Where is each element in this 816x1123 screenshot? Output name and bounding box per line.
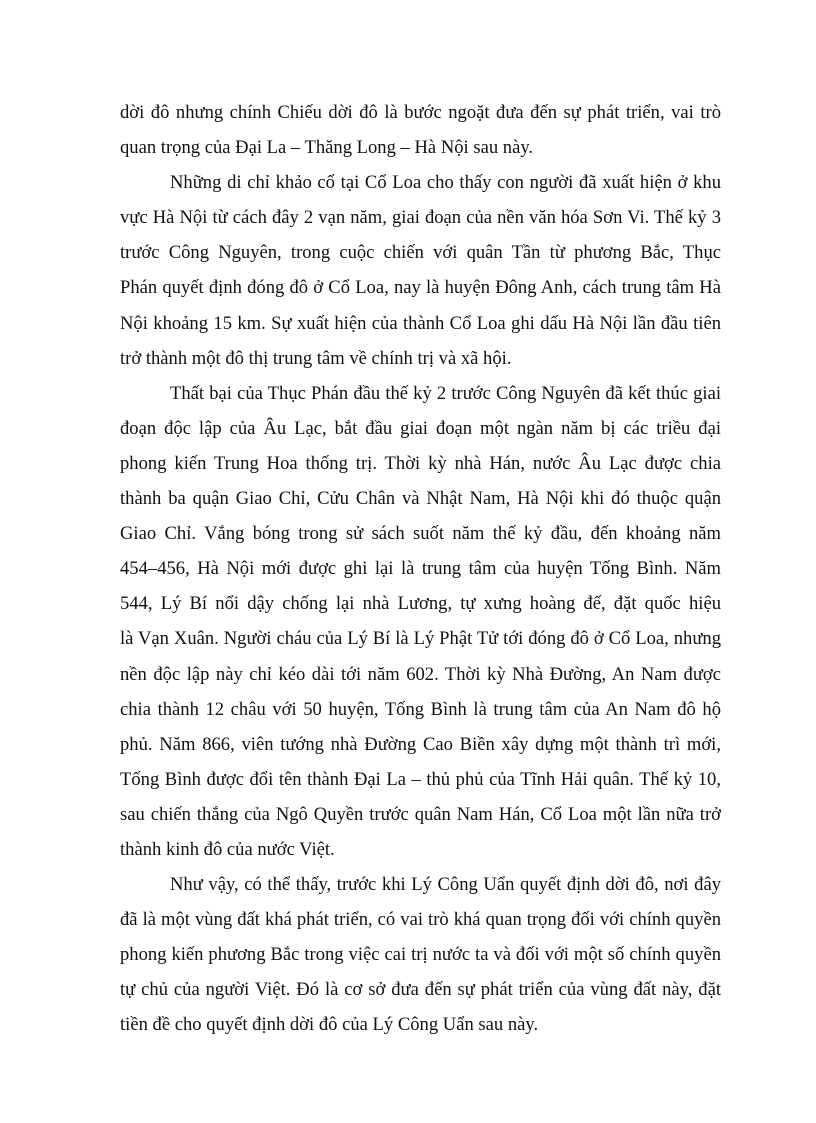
text-line: quan trọng của Đại La – Thăng Long – Hà Nội sau này. [120,137,534,159]
text-line: đã là một vùng đất khá phát triển, có vai trò khá quan trọng đối với chính quyền [120,909,721,931]
text-line: Thất bại của Thục Phán đầu thế kỷ 2 trước Công Nguyên đã kết thúc giai [170,382,721,404]
document-page [120,95,721,1043]
paragraph [120,867,721,1042]
text-line: chia thành 12 châu với 50 huyện, Tống Bình là trung tâm của An Nam đô hộ [120,698,721,720]
text-line: vực Hà Nội từ cách đây 2 vạn năm, giai đoạn của nền văn hóa Sơn Vi. Thế kỷ 3 [120,207,721,229]
text-line: Như vậy, có thể thấy, trước khi Lý Công Uẩn quyết định dời đô, nơi đây [170,874,721,896]
text-line: phong kiến phương Bắc trong việc cai trị nước ta và đối với một số chính quyền [120,944,721,966]
text-line: Nội khoảng 15 km. Sự xuất hiện của thành Cổ Loa ghi dấu Hà Nội lần đầu tiên [120,312,721,334]
text-line: dời đô nhưng chính Chiếu dời đô là bước ngoặt đưa đến sự phát triển, vai trò [120,102,721,123]
paragraph [120,165,721,376]
text-line: sau chiến thắng của Ngô Quyền trước quân Nam Hán, Cổ Loa một lần nữa trở [120,803,721,825]
text-line: Giao Chỉ. Vắng bóng trong sử sách suốt năm thế kỷ đầu, đến khoảng năm [120,523,721,545]
text-line: phủ. Năm 866, viên tướng nhà Đường Cao Biền xây dựng một thành trì mới, [120,733,721,755]
text-line: 454–456, Hà Nội mới được ghi lại là trung tâm của huyện Tống Bình. Năm [120,558,721,580]
text-line: Những di chỉ khảo cổ tại Cổ Loa cho thấy con người đã xuất hiện ở khu [170,172,721,194]
text-line: tiền đề cho quyết định dời đô của Lý Công Uẩn sau này. [120,1014,539,1036]
text-line: đoạn độc lập của Âu Lạc, bắt đầu giai đoạn một ngàn năm bị các triều đại [120,417,721,439]
text-line: tự chủ của người Việt. Đó là cơ sở đưa đến sự phát triển của vùng đất này, đặt [120,979,721,1001]
text-line: Phán quyết định đóng đô ở Cổ Loa, nay là huyện Đông Anh, cách trung tâm Hà [120,277,721,299]
text-line: phong kiến Trung Hoa thống trị. Thời kỳ nhà Hán, nước Âu Lạc được chia [120,452,721,474]
text-line: nền độc lập này chỉ kéo dài tới năm 602. Thời kỳ Nhà Đường, An Nam được [120,663,721,685]
text-line: trở thành một đô thị trung tâm về chính trị và xã hội. [120,347,512,369]
text-line: Tống Bình được đổi tên thành Đại La – thủ phủ của Tĩnh Hải quân. Thế kỷ 10, [120,768,721,790]
text-line: thành kinh đô của nước Việt. [120,838,335,860]
text-line: 544, Lý Bí nổi dậy chống lại nhà Lương, tự xưng hoàng đế, đặt quốc hiệu [120,593,721,615]
paragraph [120,95,721,165]
text-line: thành ba quận Giao Chỉ, Cửu Chân và Nhật Nam, Hà Nội khi đó thuộc quận [120,488,721,510]
text-line: trước Công Nguyên, trong cuộc chiến với quân Tần từ phương Bắc, Thục [120,242,721,264]
text-line: là Vạn Xuân. Người cháu của Lý Bí là Lý Phật Tử tới đóng đô ở Cổ Loa, nhưng [120,628,721,650]
paragraph [120,376,721,867]
